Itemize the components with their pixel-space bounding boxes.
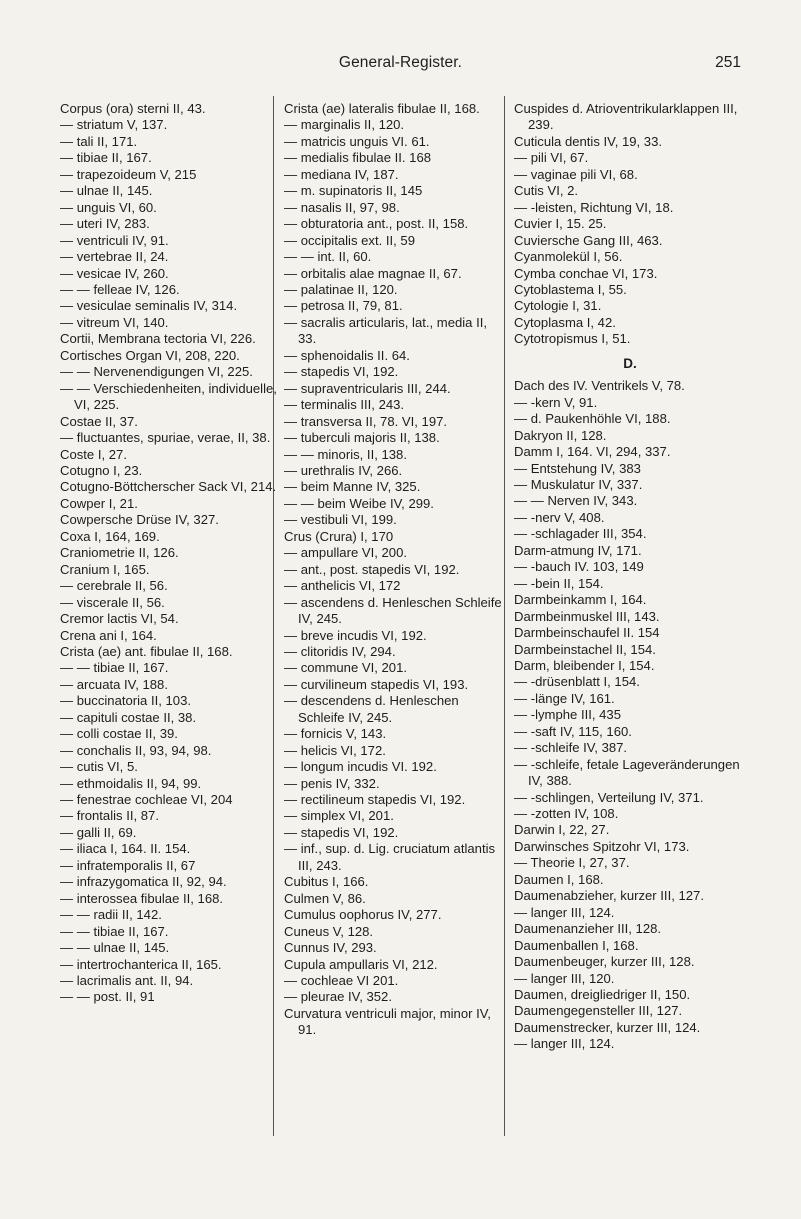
- index-entry: Darm, bleibender I, 154.: [514, 657, 655, 673]
- index-entry: Cuspides d. Atrioventrikularklappen III, 239.: [514, 101, 738, 133]
- index-entry: Crus (Crura) I, 170: [284, 528, 394, 544]
- index-entry: — cutis VI, 5.: [60, 759, 138, 775]
- index-entry: — -bauch IV. 103, 149: [514, 559, 644, 575]
- index-entry: Cumulus oophorus IV, 277.: [284, 907, 442, 923]
- index-entry: — penis IV, 332.: [284, 775, 380, 791]
- index-entry: — — radii II, 142.: [60, 907, 162, 923]
- index-entry: Cyanmolekül I, 56.: [514, 249, 623, 265]
- index-entry: Cotugno I, 23.: [60, 462, 143, 478]
- index-entry: — -leisten, Richtung VI, 18.: [514, 199, 674, 215]
- index-entry: Cupula ampullaris VI, 212.: [284, 956, 438, 972]
- section-letter: D.: [623, 355, 637, 371]
- index-entry: — mediana IV, 187.: [284, 166, 399, 182]
- index-entry: Daumenabzieher, kurzer III, 127.: [514, 888, 704, 904]
- index-entry: — simplex VI, 201.: [284, 808, 394, 824]
- index-entry: — — Nervenendigungen VI, 225.: [60, 364, 253, 380]
- index-entry: Darmbeinschaufel II. 154: [514, 625, 660, 641]
- index-entry: — -schleife, fetale Lageveränderungen IV, 388.: [514, 756, 740, 789]
- index-entry: Cortii, Membrana tectoria VI, 226.: [60, 331, 256, 347]
- index-entry: — cerebrale II, 56.: [60, 578, 168, 594]
- index-entry: Darmbeinkamm I, 164.: [514, 592, 647, 608]
- index-entry: — infrazygomatica II, 92, 94.: [60, 874, 227, 890]
- index-entry: — fornicis V, 143.: [284, 726, 387, 742]
- index-entry: Cuticula dentis IV, 19, 33.: [514, 133, 663, 149]
- index-entry: — palatinae II, 120.: [284, 281, 398, 297]
- index-entry: — — Nerven IV, 343.: [514, 493, 638, 509]
- index-entry: — supraventricularis III, 244.: [284, 380, 451, 396]
- index-entry: Darm-atmung IV, 171.: [514, 542, 642, 558]
- index-entry: — buccinatoria II, 103.: [60, 693, 192, 709]
- index-entry: — beim Manne IV, 325.: [284, 479, 421, 495]
- index-entry: Cotugno-Böttcherscher Sack VI, 214.: [60, 479, 277, 495]
- index-entry: — d. Paukenhöhle VI, 188.: [514, 411, 671, 427]
- index-entry: Cowper I, 21.: [60, 495, 138, 511]
- index-entry: Daumenanzieher III, 128.: [514, 921, 662, 937]
- index-entry: — langer III, 120.: [514, 970, 615, 986]
- index-entry: Cuviersche Gang III, 463.: [514, 232, 663, 248]
- index-entry: — obturatoria ant., post. II, 158.: [284, 216, 469, 232]
- index-entry: — anthelicis VI, 172: [284, 578, 401, 594]
- index-entry: — curvilineum stapedis VI, 193.: [284, 676, 469, 692]
- index-entry: — pili VI, 67.: [514, 150, 589, 166]
- index-entry: Damm I, 164. VI, 294, 337.: [514, 444, 671, 460]
- index-entry: Cubitus I, 166.: [284, 874, 369, 890]
- index-entry: — lacrimalis ant. II, 94.: [60, 973, 194, 989]
- index-entry: — fenestrae cochleae VI, 204: [60, 792, 233, 808]
- index-entry: — matricis unguis VI. 61.: [284, 133, 430, 149]
- index-entry: — sacralis articularis, lat., media II, 33.: [284, 314, 488, 347]
- index-entry: Daumenstrecker, kurzer III, 124.: [514, 1019, 701, 1035]
- index-entry: Craniometrie II, 126.: [60, 545, 179, 561]
- index-entry: — -nerv V, 408.: [514, 509, 605, 525]
- index-entry: Cuneus V, 128.: [284, 923, 374, 939]
- index-entry: — galli II, 69.: [60, 824, 137, 840]
- index-entry: Daumen, dreigliedriger II, 150.: [514, 987, 691, 1003]
- index-entry: — helicis VI, 172.: [284, 742, 386, 758]
- index-entry: — interossea fibulae II, 168.: [60, 890, 224, 906]
- index-entry: — — felleae IV, 126.: [60, 281, 180, 297]
- index-entry: Darwin I, 22, 27.: [514, 822, 610, 838]
- index-column-1: [60, 101, 296, 1006]
- index-entry: Cytologie I, 31.: [514, 298, 602, 314]
- index-entry: Cytoplasma I, 42.: [514, 314, 616, 330]
- index-entry: — Theorie I, 27, 37.: [514, 855, 630, 871]
- index-entry: — stapedis VI, 192.: [284, 824, 399, 840]
- index-entry: — ascendens d. Henleschen Schleife IV, 245.: [284, 594, 502, 627]
- index-entry: Darwinsches Spitzohr VI, 173.: [514, 838, 690, 854]
- index-entry: — -saft IV, 115, 160.: [514, 723, 632, 739]
- index-entry: Coste I, 27.: [60, 446, 127, 462]
- index-entry: Culmen V, 86.: [284, 890, 366, 906]
- index-entry: Daumengegensteller III, 127.: [514, 1003, 683, 1019]
- index-entry: Dakryon II, 128.: [514, 427, 607, 443]
- index-entry: — -lymphe III, 435: [514, 707, 621, 723]
- index-entry: — — ulnae II, 145.: [60, 940, 170, 956]
- index-entry: — capituli costae II, 38.: [60, 709, 197, 725]
- index-entry: Darmbeinmuskel III, 143.: [514, 608, 660, 624]
- index-entry: Cytoblastema I, 55.: [514, 281, 627, 297]
- index-entry: Dach des IV. Ventrikels V, 78.: [514, 378, 685, 394]
- index-entry: Curvatura ventriculi major, minor IV, 91.: [284, 1005, 491, 1038]
- index-entry: — uteri IV, 283.: [60, 216, 150, 232]
- index-entry: — striatum V, 137.: [60, 117, 168, 133]
- index-entry: — breve incudis VI, 192.: [284, 627, 427, 643]
- index-entry: — -bein II, 154.: [514, 575, 604, 591]
- index-entry: — ampullare VI, 200.: [284, 545, 407, 561]
- index-entry: — langer III, 124.: [514, 1036, 615, 1052]
- page-header: [0, 54, 801, 74]
- index-entry: — vesiculae seminalis IV, 314.: [60, 298, 238, 314]
- index-entry: — m. supinatoris II, 145: [284, 183, 423, 199]
- index-entry: — viscerale II, 56.: [60, 594, 165, 610]
- index-entry: Daumenballen I, 168.: [514, 937, 639, 953]
- index-entry: Cowpersche Drüse IV, 327.: [60, 512, 219, 528]
- index-entry: — — beim Weibe IV, 299.: [284, 495, 434, 511]
- index-entry: — vitreum VI, 140.: [60, 314, 169, 330]
- index-entry: — ant., post. stapedis VI, 192.: [284, 561, 460, 577]
- index-entry: Coxa I, 164, 169.: [60, 528, 160, 544]
- index-entry: — intertrochanterica II, 165.: [60, 956, 222, 972]
- index-entry: — longum incudis VI. 192.: [284, 759, 437, 775]
- index-entry: Daumenbeuger, kurzer III, 128.: [514, 954, 695, 970]
- index-entry: Crista (ae) lateralis fibulae II, 168.: [284, 101, 480, 116]
- index-entry: — conchalis II, 93, 94, 98.: [60, 742, 212, 758]
- index-entry: — stapedis VI, 192.: [284, 364, 399, 380]
- index-entry: — cochleae VI 201.: [284, 973, 399, 989]
- index-entry: — — tibiae II, 167.: [60, 923, 169, 939]
- index-entry: — trapezoideum V, 215: [60, 166, 197, 182]
- index-entry: — — tibiae II, 167.: [60, 660, 169, 676]
- index-entry: — fluctuantes, spuriae, verae, II, 38.: [60, 430, 271, 446]
- index-entry: — iliaca I, 164. II. 154.: [60, 841, 191, 857]
- page-number: 251: [715, 54, 741, 71]
- index-entry: — Entstehung IV, 383: [514, 460, 641, 476]
- index-entry: Corpus (ora) sterni II, 43.: [60, 101, 206, 116]
- index-entry: — tibiae II, 167.: [60, 150, 152, 166]
- index-entry: — nasalis II, 97, 98.: [284, 199, 400, 215]
- index-entry: — inf., sup. d. Lig. cruciatum atlantis III, 243.: [284, 841, 496, 873]
- index-entry: — infratemporalis II, 67: [60, 857, 196, 873]
- index-entry: — -kern V, 91.: [514, 394, 598, 410]
- index-entry: Crena ani I, 164.: [60, 627, 157, 643]
- index-entry: — vaginae pili VI, 68.: [514, 166, 638, 182]
- index-entry: Cytotropismus I, 51.: [514, 331, 631, 347]
- index-entry: — descendens d. Henleschen Schleife IV, 245.: [284, 693, 459, 725]
- running-title: General-Register.: [338, 54, 463, 71]
- index-entry: Cutis VI, 2.: [514, 183, 579, 199]
- index-entry: — petrosa II, 79, 81.: [284, 298, 403, 314]
- index-entry: Cortisches Organ VI, 208, 220.: [60, 347, 240, 363]
- index-entry: — clitoridis IV, 294.: [284, 643, 396, 659]
- index-entry: — -drüsenblatt I, 154.: [514, 674, 640, 690]
- index-entry: — ethmoidalis II, 94, 99.: [60, 775, 202, 791]
- index-column-2: [284, 101, 506, 1039]
- index-entry: Cranium I, 165.: [60, 561, 150, 577]
- index-entry: — transversa II, 78. VI, 197.: [284, 413, 448, 429]
- index-entry: Daumen I, 168.: [514, 871, 604, 887]
- index-entry: — terminalis III, 243.: [284, 397, 405, 413]
- index-entry: — -schleife IV, 387.: [514, 740, 628, 756]
- index-entry: Darmbeinstachel II, 154.: [514, 641, 656, 657]
- index-entry: — rectilineum stapedis VI, 192.: [284, 792, 466, 808]
- index-entry: Costae II, 37.: [60, 413, 138, 429]
- index-entry: — orbitalis alae magnae II, 67.: [284, 265, 462, 281]
- index-entry: — colli costae II, 39.: [60, 726, 178, 742]
- index-entry: Crista (ae) ant. fibulae II, 168.: [60, 643, 233, 659]
- index-entry: — — post. II, 91: [60, 989, 155, 1005]
- index-entry: — — int. II, 60.: [284, 249, 372, 265]
- index-entry: — commune VI, 201.: [284, 660, 407, 676]
- index-entry: — Muskulatur IV, 337.: [514, 476, 643, 492]
- index-entry: Cuvier I, 15. 25.: [514, 216, 607, 232]
- index-entry: — tali II, 171.: [60, 133, 138, 149]
- index-column-3-before: [514, 101, 746, 348]
- index-column-3: [514, 101, 746, 1053]
- index-entry: — arcuata IV, 188.: [60, 676, 168, 692]
- index-entry: — -schlagader III, 354.: [514, 526, 647, 542]
- index-entry: — marginalis II, 120.: [284, 117, 405, 133]
- index-entry: — urethralis IV, 266.: [284, 462, 403, 478]
- index-entry: Cymba conchae VI, 173.: [514, 265, 658, 281]
- index-entry: Cunnus IV, 293.: [284, 940, 377, 956]
- index-entry: — -zotten IV, 108.: [514, 806, 619, 822]
- index-column-3-after: [514, 378, 746, 1053]
- index-entry: — tuberculi majoris II, 138.: [284, 430, 440, 446]
- index-entry: — — minoris, II, 138.: [284, 446, 407, 462]
- index-entry: — vesicae IV, 260.: [60, 265, 169, 281]
- index-entry: — langer III, 124.: [514, 904, 615, 920]
- index-entry: Cremor lactis VI, 54.: [60, 611, 179, 627]
- index-entry: — sphenoidalis II. 64.: [284, 347, 410, 363]
- index-entry: — unguis VI, 60.: [60, 199, 157, 215]
- index-entry: — vestibuli VI, 199.: [284, 512, 397, 528]
- index-entry: — ulnae II, 145.: [60, 183, 153, 199]
- index-entry: — ventriculi IV, 91.: [60, 232, 169, 248]
- index-entry: — occipitalis ext. II, 59: [284, 232, 415, 248]
- index-entry: — — Verschiedenheiten, individuelle, VI, 225.: [60, 380, 277, 413]
- index-entry: — -länge IV, 161.: [514, 690, 615, 706]
- index-entry: — -schlingen, Verteilung IV, 371.: [514, 789, 704, 805]
- index-entry: — pleurae IV, 352.: [284, 989, 392, 1005]
- index-entry: — medialis fibulae II. 168: [284, 150, 432, 166]
- index-entry: — vertebrae II, 24.: [60, 249, 169, 265]
- index-entry: — frontalis II, 87.: [60, 808, 159, 824]
